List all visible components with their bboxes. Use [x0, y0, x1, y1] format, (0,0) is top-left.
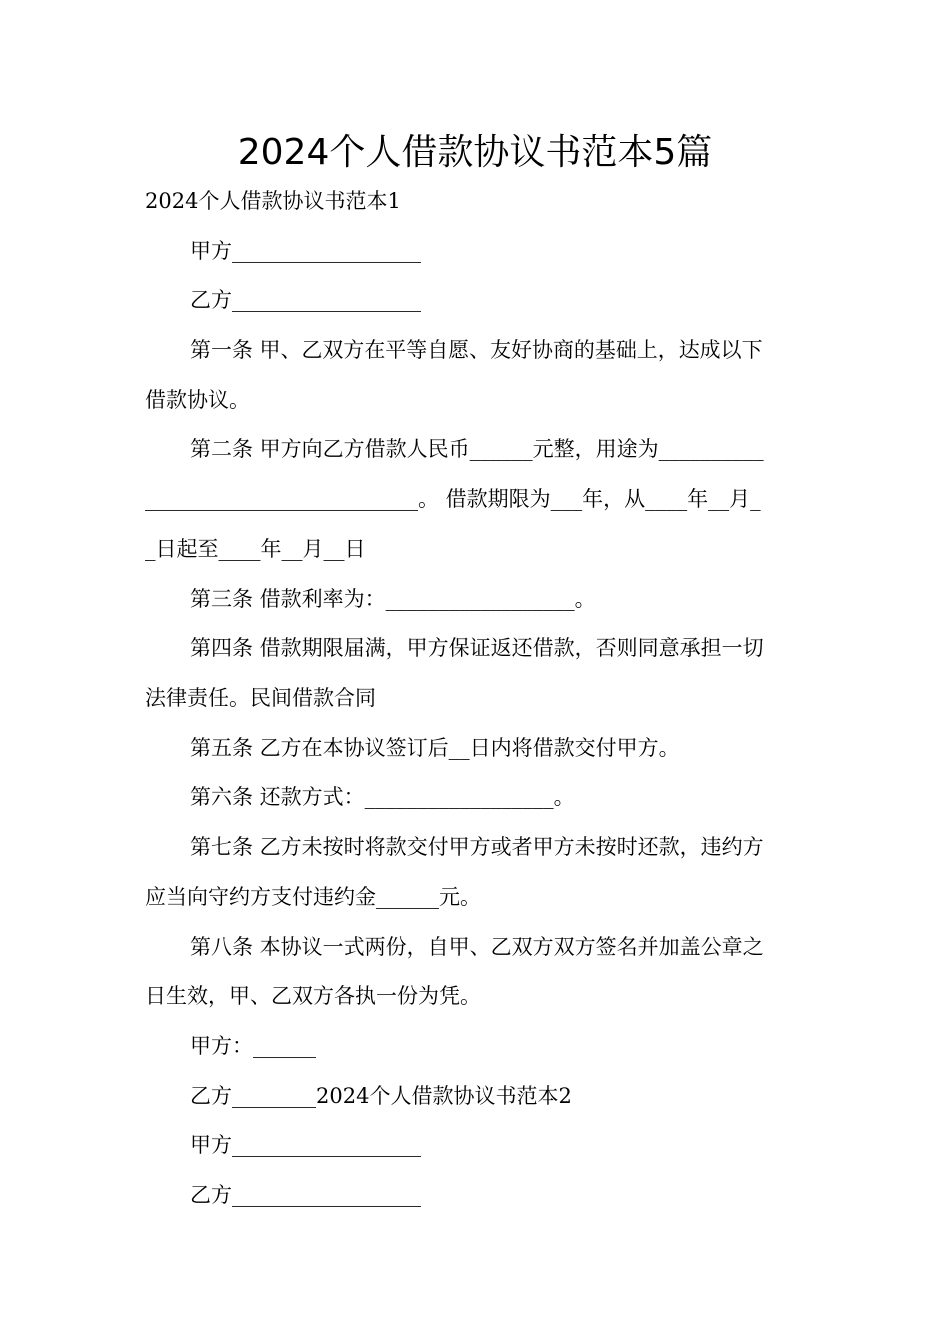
signature-party-b-and-heading-2: 乙方________2024个人借款协议书范本2 [190, 1084, 572, 1108]
party-b-line: 乙方__________________ [190, 288, 421, 312]
article-8-line-1: 第八条 本协议一式两份，自甲、乙双方双方签名并加盖公章之 [190, 935, 764, 959]
party-a-line-2: 甲方__________________ [190, 1133, 421, 1157]
article-7-line-2: 应当向守约方支付违约金______元。 [145, 885, 481, 909]
document-title: 2024个人借款协议书范本5篇 [237, 132, 713, 173]
party-a-line: 甲方__________________ [190, 239, 421, 263]
article-2-line-3: _日起至____年__月__日 [145, 537, 366, 561]
article-8-line-2: 日生效，甲、乙双方各执一份为凭。 [145, 984, 481, 1008]
article-4-line-1: 第四条 借款期限届满，甲方保证返还借款，否则同意承担一切 [190, 636, 764, 660]
signature-party-a: 甲方：______ [190, 1034, 316, 1058]
party-b-line-2: 乙方__________________ [190, 1183, 421, 1207]
article-7-line-1: 第七条 乙方未按时将款交付甲方或者甲方未按时还款，违约方 [190, 835, 764, 859]
article-3-line: 第三条 借款利率为：__________________。 [190, 587, 596, 611]
article-2-line-2: __________________________。 借款期限为___年，从____年__月_ [145, 487, 761, 511]
article-4-line-2: 法律责任。民间借款合同 [145, 686, 376, 710]
section-heading-1: 2024个人借款协议书范本1 [145, 189, 401, 213]
article-6-line: 第六条 还款方式：__________________。 [190, 785, 575, 809]
article-2-line-1: 第二条 甲方向乙方借款人民币______元整，用途为__________ [190, 437, 764, 461]
article-5-line: 第五条 乙方在本协议签订后__日内将借款交付甲方。 [190, 736, 680, 760]
article-1-line-1: 第一条 甲、乙双方在平等自愿、友好协商的基础上，达成以下 [190, 338, 763, 362]
article-1-line-2: 借款协议。 [145, 388, 250, 412]
